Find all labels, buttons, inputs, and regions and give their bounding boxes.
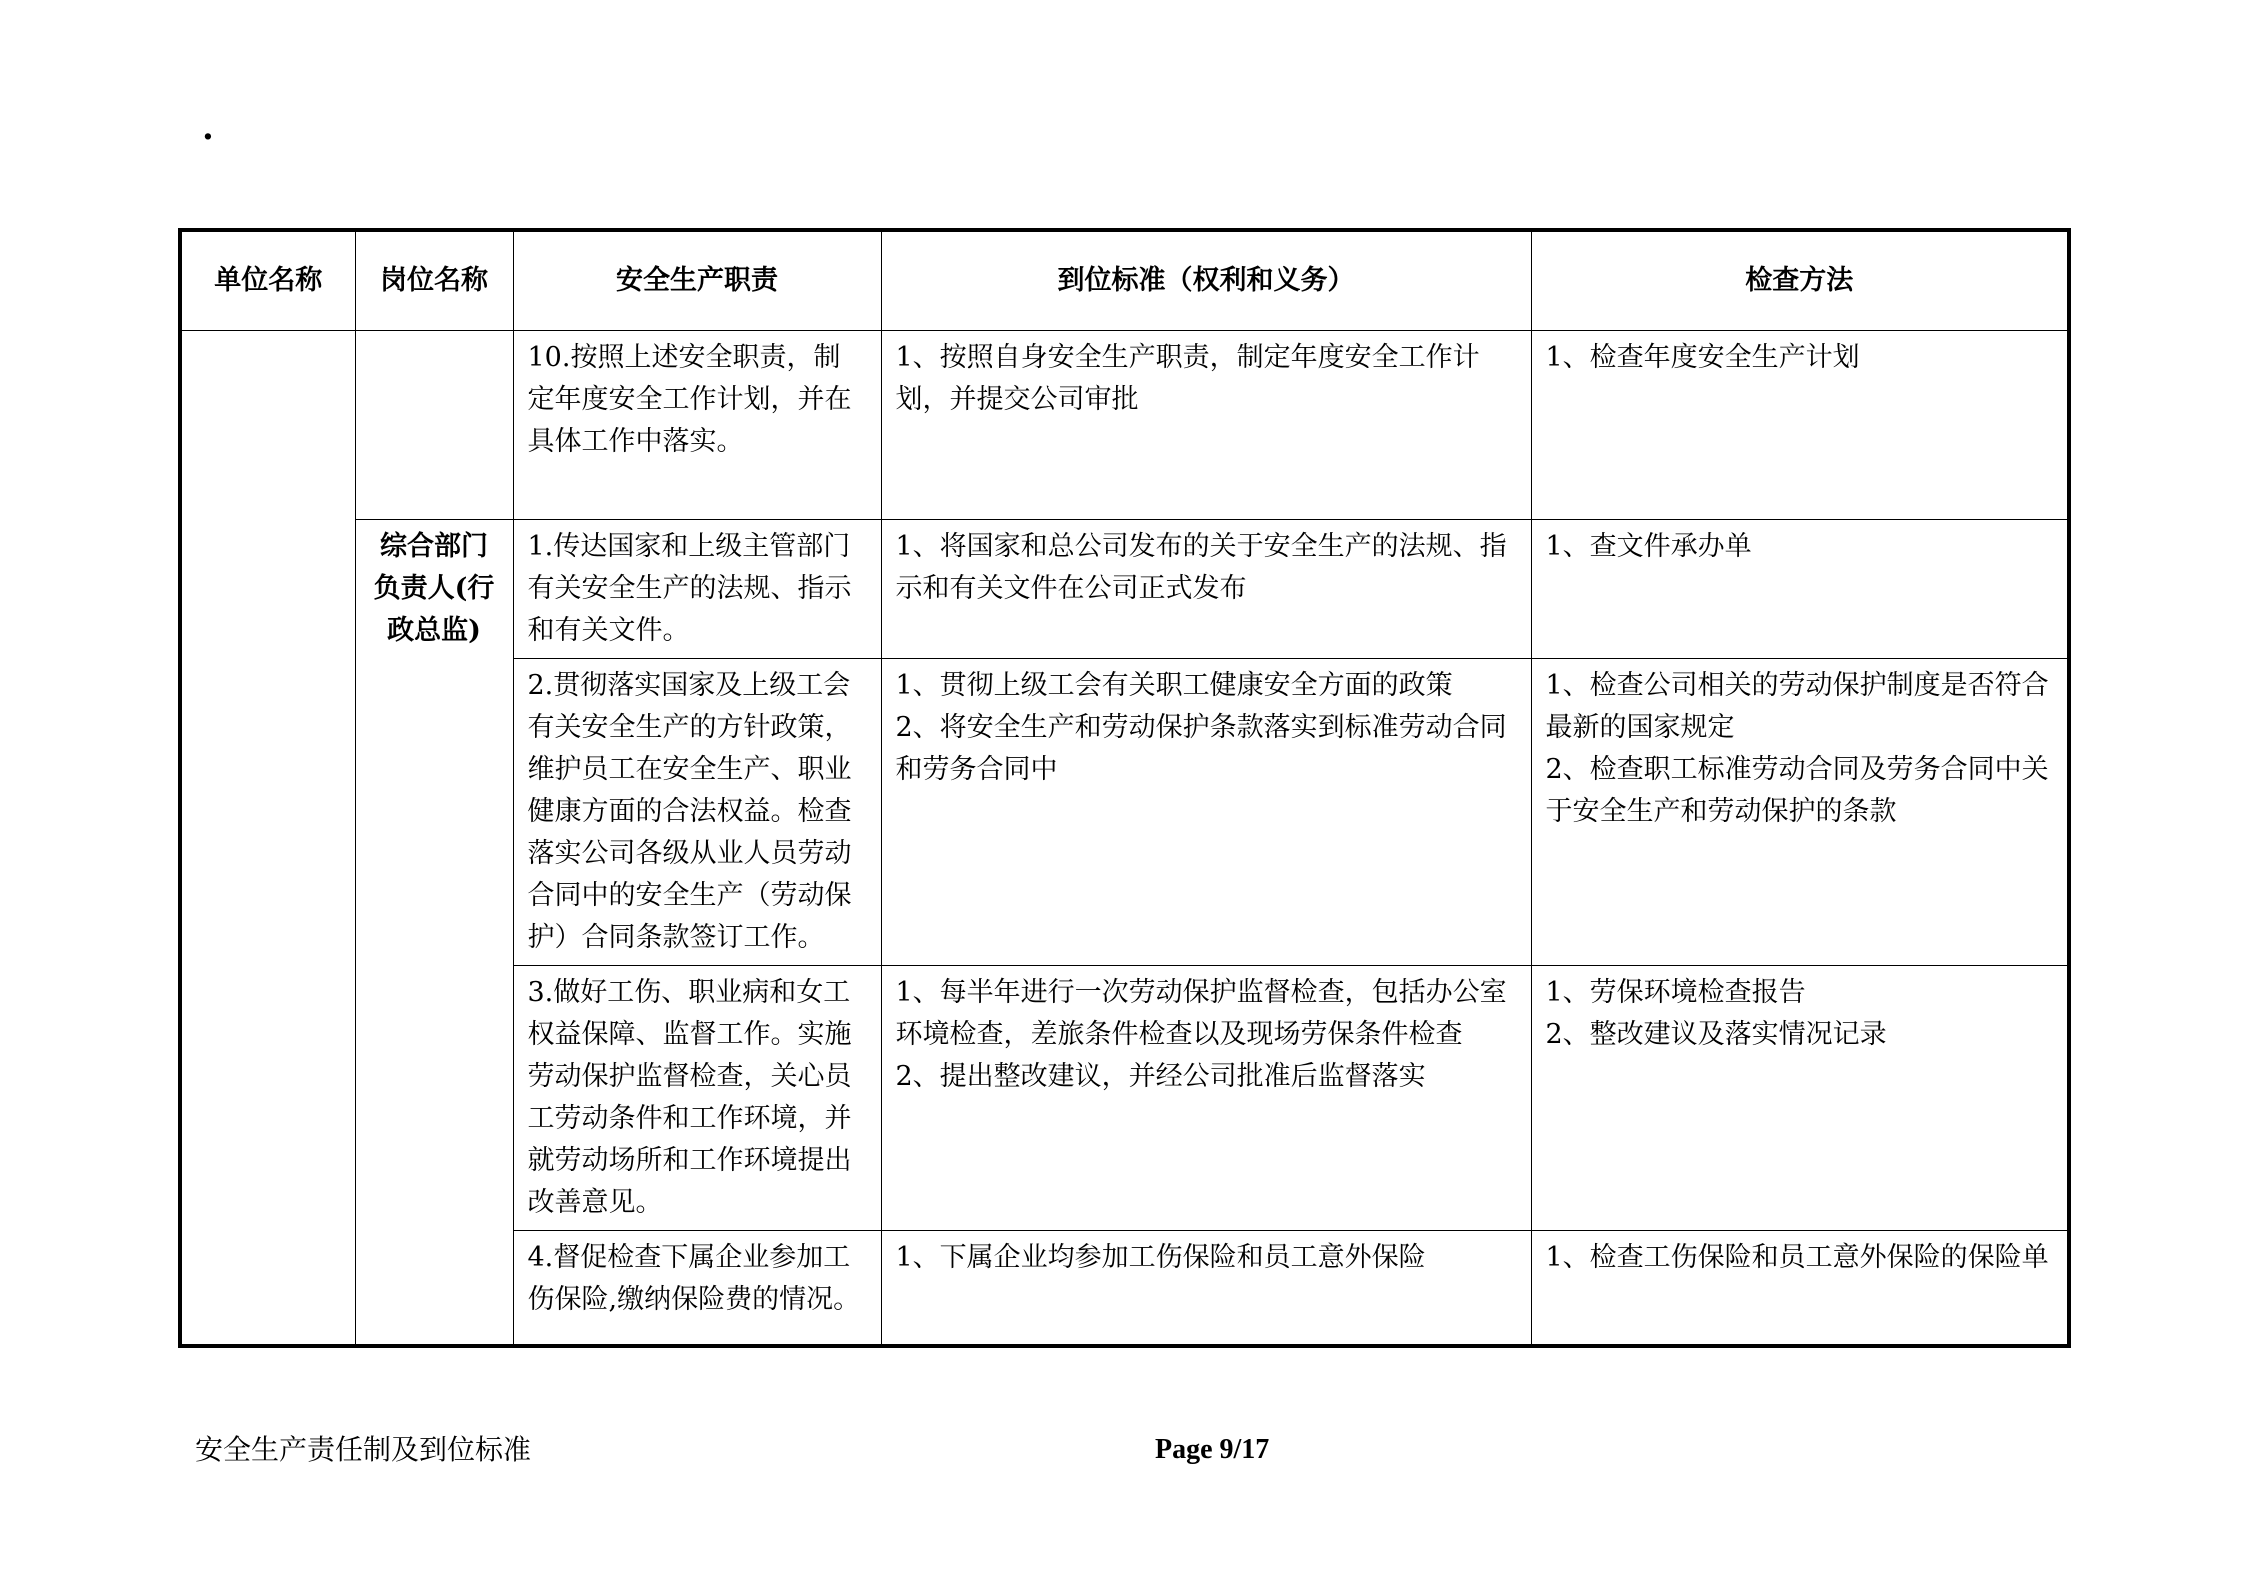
header-check-method: 检查方法 xyxy=(1531,230,2069,331)
duty-cell: 4.督促检查下属企业参加工伤保险,缴纳保险费的情况。 xyxy=(513,1231,881,1347)
duty-cell: 1.传达国家和上级主管部门有关安全生产的法规、指示和有关文件。 xyxy=(513,520,881,659)
check-cell xyxy=(1531,659,2069,966)
duty-cell: 2.贯彻落实国家及上级工会有关安全生产的方针政策，维护员工在安全生产、职业健康方面的合法权益。检查落实公司各级从业人员劳动合同中的安全生产（劳动保护）合同条款签订工作。 xyxy=(513,659,881,966)
responsibility-table xyxy=(178,228,2071,1348)
header-unit-name: 单位名称 xyxy=(180,230,355,331)
check-item: 1、查文件承办单 xyxy=(1545,531,1752,562)
standard-item: 1、按照自身安全生产职责，制定年度安全工作计划，并提交公司审批 xyxy=(895,342,1480,415)
check-cell xyxy=(1531,520,2069,659)
header-standard: 到位标准（权利和义务） xyxy=(881,230,1531,331)
table-row xyxy=(180,331,2069,520)
footer-document-title: 安全生产责任制及到位标准 xyxy=(195,1433,532,1466)
duty-cell: 10.按照上述安全职责，制定年度安全工作计划，并在具体工作中落实。 xyxy=(513,331,881,520)
standard-item: 1、下属企业均参加工伤保险和员工意外保险 xyxy=(895,1242,1426,1273)
footer-page-number: Page 9/17 xyxy=(1155,1434,1270,1465)
check-item: 1、检查公司相关的劳动保护制度是否符合最新的国家规定 xyxy=(1545,670,2049,743)
header-safety-duty: 安全生产职责 xyxy=(513,230,881,331)
standard-cell xyxy=(881,520,1531,659)
standard-cell xyxy=(881,659,1531,966)
standard-cell xyxy=(881,331,1531,520)
table-row xyxy=(180,520,2069,659)
standard-item: 2、提出整改建议，并经公司批准后监督落实 xyxy=(895,1061,1426,1092)
standard-item: 1、每半年进行一次劳动保护监督检查，包括办公室环境检查，差旅条件检查以及现场劳保条件检查 xyxy=(895,977,1507,1050)
check-item: 1、检查工伤保险和员工意外保险的保险单 xyxy=(1545,1242,2049,1273)
check-cell xyxy=(1531,331,2069,520)
check-item: 2、整改建议及落实情况记录 xyxy=(1545,1019,1887,1050)
standard-cell xyxy=(881,966,1531,1231)
position-name-cell xyxy=(355,331,513,520)
check-item: 2、检查职工标准劳动合同及劳务合同中关于安全生产和劳动保护的条款 xyxy=(1545,754,2049,827)
check-cell xyxy=(1531,1231,2069,1347)
standard-item: 1、将国家和总公司发布的关于安全生产的法规、指示和有关文件在公司正式发布 xyxy=(895,531,1507,604)
unit-name-cell xyxy=(180,331,355,1347)
standard-item: 1、贯彻上级工会有关职工健康安全方面的政策 xyxy=(895,670,1453,701)
standard-cell xyxy=(881,1231,1531,1347)
header-position-name: 岗位名称 xyxy=(355,230,513,331)
table-header-row xyxy=(180,230,2069,331)
check-cell xyxy=(1531,966,2069,1231)
standard-item: 2、将安全生产和劳动保护条款落实到标准劳动合同和劳务合同中 xyxy=(895,712,1507,785)
duty-cell: 3.做好工伤、职业病和女工权益保障、监督工作。实施劳动保护监督检查，关心员工劳动条件和工作环境，并就劳动场所和工作环境提出改善意见。 xyxy=(513,966,881,1231)
position-name-cell: 综合部门负责人(行政总监) xyxy=(355,520,513,1347)
bullet-mark: . xyxy=(202,108,214,148)
check-item: 1、劳保环境检查报告 xyxy=(1545,977,1806,1008)
check-item: 1、检查年度安全生产计划 xyxy=(1545,342,1860,373)
